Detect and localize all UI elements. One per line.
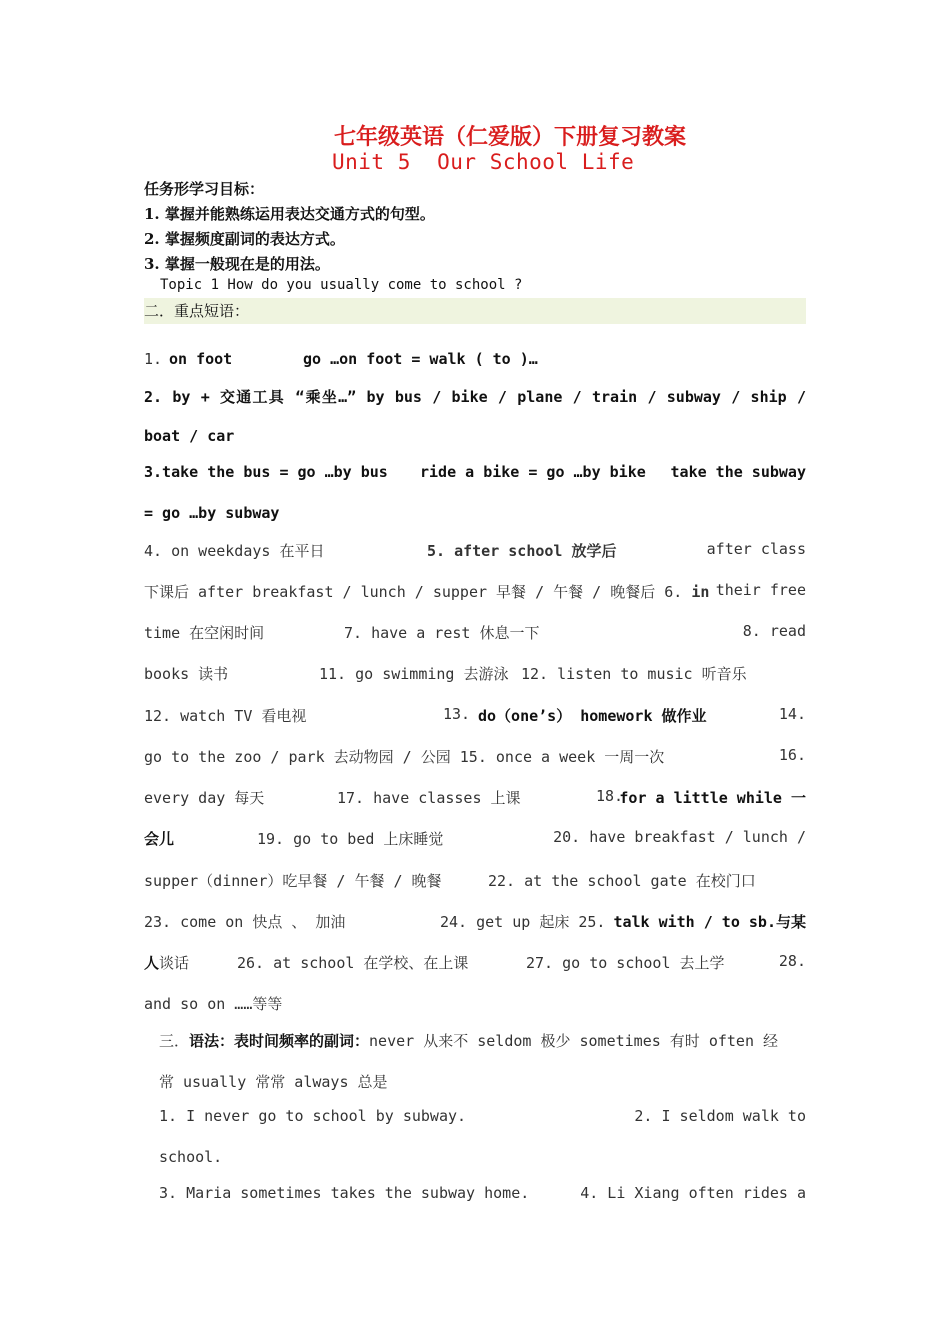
objectives-heading: 任务形学习目标： bbox=[144, 180, 265, 198]
document-title-english: Unit 5 Our School Life bbox=[332, 150, 635, 174]
example-sentence-line-2 bbox=[159, 1184, 806, 1202]
phrase-line-2: 2. by + 交通工具 “乘坐…” by bus / bike / plane / train / subway / ship / bbox=[144, 388, 806, 406]
phrase-text: 3.take the bus = go …by bus bbox=[144, 463, 388, 481]
phrase-line-8 bbox=[144, 705, 806, 726]
phrase-text: supper（dinner）吃早餐 / 午餐 / 晚餐 bbox=[144, 872, 442, 890]
phrase-line-1 bbox=[144, 350, 806, 368]
phrase-text: go …on foot = walk ( to )… bbox=[303, 350, 538, 368]
phrase-line-2-cont: boat / car bbox=[144, 427, 235, 445]
phrase-text: 18. bbox=[596, 787, 624, 805]
phrase-text: 7. have a rest 休息一下 bbox=[344, 624, 540, 642]
phrase-text: 26. at school 在学校、在上课 bbox=[237, 954, 469, 972]
phrase-text: time 在空闲时间 bbox=[144, 624, 265, 642]
grammar-label: 语法：表时间频率的副词： bbox=[189, 1032, 370, 1050]
phrase-text: every day 每天 bbox=[144, 789, 265, 807]
phrase-text: do（one’s） homework 做作业 bbox=[478, 707, 707, 725]
phrase-line-7 bbox=[144, 663, 806, 684]
phrase-text: after class bbox=[706, 540, 806, 558]
phrase-line-13 bbox=[144, 911, 806, 932]
phrase-line-6 bbox=[144, 622, 806, 643]
phrase-text: 13. bbox=[443, 705, 471, 723]
phrase-text: 人 bbox=[144, 954, 160, 972]
grammar-heading-line bbox=[159, 1030, 806, 1051]
phrase-text: 12. watch TV 看电视 bbox=[144, 707, 307, 725]
phrase-text: 20. have breakfast / lunch / bbox=[553, 828, 806, 846]
phrase-text: 4. on weekdays 在平日 bbox=[144, 542, 325, 560]
phrase-text: 27. go to school 去上学 bbox=[526, 954, 725, 972]
phrase-text: take the subway bbox=[670, 463, 806, 481]
phrase-text: talk with / to sb.与某 bbox=[613, 913, 806, 931]
topic-heading: Topic 1 How do you usually come to school ? bbox=[160, 277, 523, 293]
example-sentence-line-1-cont: school. bbox=[159, 1148, 223, 1166]
phrase-text: 14. bbox=[778, 705, 806, 723]
example-sentence: 2. I seldom walk to bbox=[634, 1107, 806, 1125]
phrase-text: for a little while 一 bbox=[619, 789, 806, 807]
phrase-line-12 bbox=[144, 870, 806, 891]
section-key-phrases-heading: 二．重点短语： bbox=[144, 298, 806, 324]
phrase-line-3-cont: = go …by subway bbox=[144, 504, 280, 522]
phrase-text: 19. go to bed 上床睡觉 bbox=[257, 830, 444, 848]
phrase-text: 12. listen to music 听音乐 bbox=[521, 665, 747, 683]
phrase-line-15: and so on ……等等 bbox=[144, 995, 283, 1013]
phrase-text: 谈话 bbox=[159, 954, 190, 972]
phrase-text: 11. go swimming 去游泳 bbox=[319, 665, 509, 683]
phrase-line-10 bbox=[144, 787, 806, 808]
phrase-text: on foot bbox=[169, 350, 233, 368]
phrase-text: 23. come on 快点 、 加油 bbox=[144, 913, 346, 931]
grammar-section-number: 三． bbox=[159, 1032, 190, 1050]
phrase-text: 24. get up 起床 25. bbox=[440, 913, 606, 931]
phrase-line-11 bbox=[144, 828, 806, 849]
phrase-text: 22. at the school gate 在校门口 bbox=[488, 872, 756, 890]
phrase-text: 5. after school 放学后 bbox=[427, 542, 617, 560]
example-sentence: 3. Maria sometimes takes the subway home. bbox=[159, 1184, 530, 1202]
example-sentence-line-1 bbox=[159, 1107, 806, 1125]
phrase-line-4 bbox=[144, 540, 806, 561]
phrase-text: 下课后 after breakfast / lunch / supper 早餐 / 午餐 / 晚餐后 6. bbox=[144, 583, 683, 601]
phrase-text: ride a bike = go …by bike bbox=[420, 463, 646, 481]
phrase-text: in bbox=[691, 583, 710, 601]
phrase-text: go to the zoo / park 去动物园 / 公园 15. once a week 一周一次 bbox=[144, 748, 665, 766]
example-sentence: 1. I never go to school by subway. bbox=[159, 1107, 467, 1125]
phrase-number: 1. bbox=[144, 350, 163, 368]
phrase-text: 16. bbox=[778, 746, 806, 764]
phrase-text: 17. have classes 上课 bbox=[337, 789, 521, 807]
phrase-line-3 bbox=[144, 463, 806, 481]
objective-item-2: 2. 掌握频度副词的表达方式。 bbox=[144, 230, 345, 248]
phrase-line-5 bbox=[144, 581, 806, 602]
phrase-text: 会儿 bbox=[144, 830, 175, 848]
objective-item-1: 1. 掌握并能熟练运用表达交通方式的句型。 bbox=[144, 205, 435, 223]
objective-item-3: 3. 掌握一般现在是的用法。 bbox=[144, 255, 330, 273]
phrase-line-14 bbox=[144, 952, 806, 973]
example-sentence: 4. Li Xiang often rides a bbox=[580, 1184, 806, 1202]
phrase-line-9 bbox=[144, 746, 806, 767]
phrase-text: 28. bbox=[778, 952, 806, 970]
phrase-text: 8. read bbox=[742, 622, 806, 640]
document-title-chinese: 七年级英语（仁爱版）下册复习教案 bbox=[333, 124, 686, 150]
phrase-text: books 读书 bbox=[144, 665, 229, 683]
grammar-adverbs-cont: 常 usually 常常 always 总是 bbox=[159, 1073, 388, 1091]
grammar-adverbs: never 从来不 seldom 极少 sometimes 有时 often 经 bbox=[369, 1032, 779, 1050]
phrase-text: their free bbox=[715, 581, 806, 599]
